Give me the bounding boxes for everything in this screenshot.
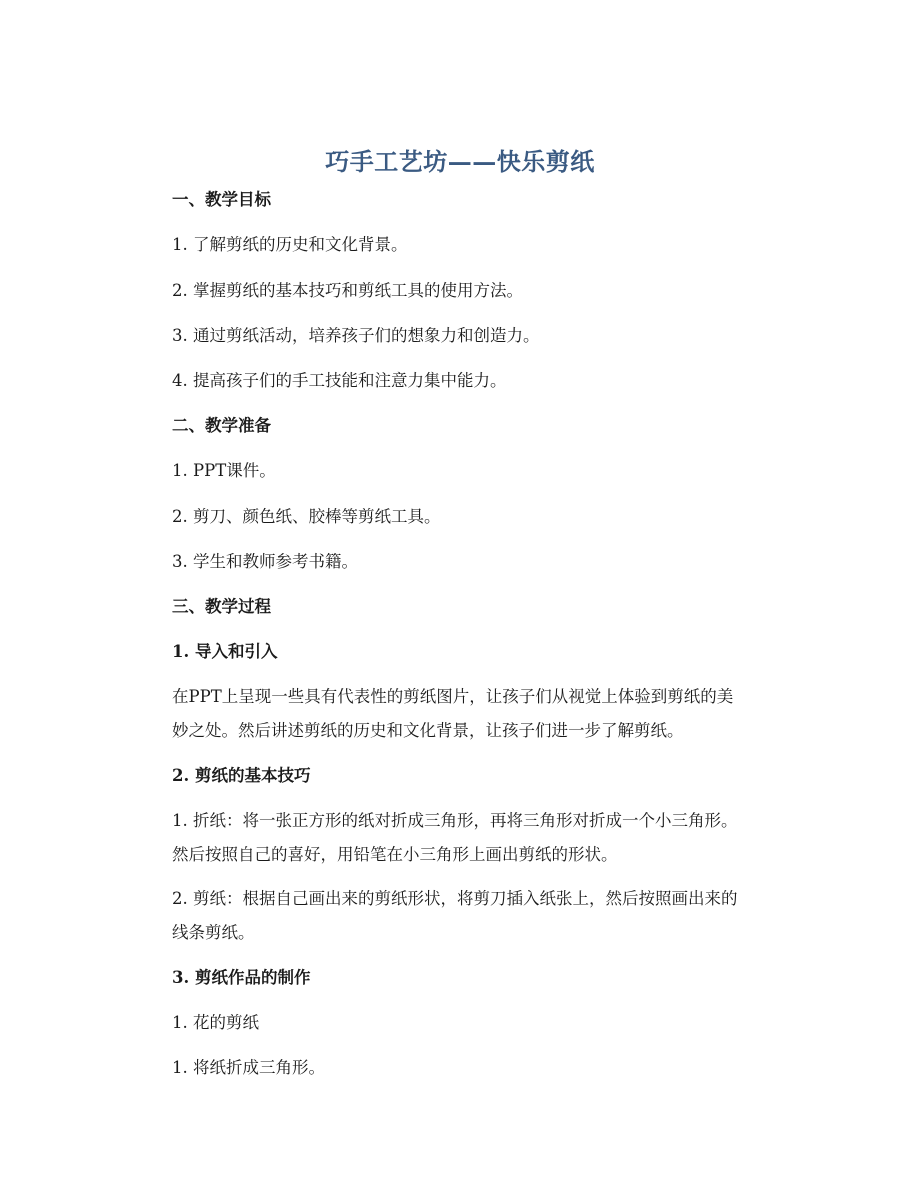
preparation-item-3: 3. 学生和教师参考书籍。 xyxy=(172,552,358,571)
document-title: 巧手工艺坊——快乐剪纸 xyxy=(325,147,595,176)
technique-cutting-line-1: 2. 剪纸：根据自己画出来的剪纸形状，将剪刀插入纸张上，然后按照画出来的 xyxy=(172,889,738,908)
preparation-item-2: 2. 剪刀、颜色纸、胶棒等剪纸工具。 xyxy=(172,507,441,526)
technique-cutting-line-2: 线条剪纸。 xyxy=(172,923,255,942)
intro-paragraph-line-1: 在PPT上呈现一些具有代表性的剪纸图片，让孩子们从视觉上体验到剪纸的美 xyxy=(172,687,734,706)
subsection-heading-intro: 1. 导入和引入 xyxy=(172,642,278,661)
preparation-item-1: 1. PPT课件。 xyxy=(172,461,276,480)
objective-item-4: 4. 提高孩子们的手工技能和注意力集中能力。 xyxy=(172,371,507,390)
objective-item-1: 1. 了解剪纸的历史和文化背景。 xyxy=(172,235,408,254)
section-heading-preparation: 二、教学准备 xyxy=(172,416,271,435)
section-heading-process: 三、教学过程 xyxy=(172,597,271,616)
intro-paragraph-line-2: 妙之处。然后讲述剪纸的历史和文化背景，让孩子们进一步了解剪纸。 xyxy=(172,721,684,740)
section-heading-objectives: 一、教学目标 xyxy=(172,190,271,209)
technique-folding-line-2: 然后按照自己的喜好，用铅笔在小三角形上画出剪纸的形状。 xyxy=(172,845,618,864)
objective-item-2: 2. 掌握剪纸的基本技巧和剪纸工具的使用方法。 xyxy=(172,281,523,300)
subsection-heading-techniques: 2. 剪纸的基本技巧 xyxy=(172,766,311,785)
subsection-heading-works: 3. 剪纸作品的制作 xyxy=(172,968,311,987)
technique-folding-line-1: 1. 折纸：将一张正方形的纸对折成三角形，再将三角形对折成一个小三角形。 xyxy=(172,811,738,830)
works-item-flower: 1. 花的剪纸 xyxy=(172,1013,259,1032)
works-item-fold-triangle: 1. 将纸折成三角形。 xyxy=(172,1058,325,1077)
objective-item-3: 3. 通过剪纸活动，培养孩子们的想象力和创造力。 xyxy=(172,326,540,345)
